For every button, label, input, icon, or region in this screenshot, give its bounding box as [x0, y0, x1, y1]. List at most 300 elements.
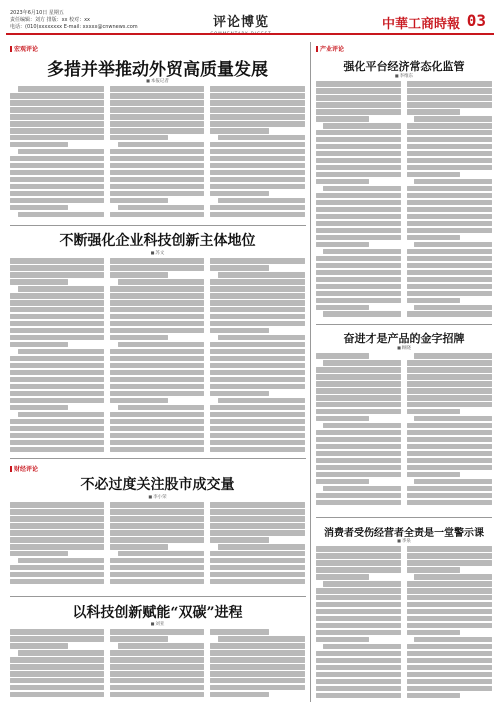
- text-column: [316, 353, 401, 513]
- page-number: 03: [466, 11, 486, 30]
- text-line: [110, 328, 204, 334]
- text-line: [210, 121, 305, 127]
- text-line: [10, 551, 68, 557]
- text-line: [316, 284, 401, 290]
- text-line: [323, 186, 401, 192]
- text-line: [407, 402, 492, 408]
- issue-date: 2023年6月10日 星期五: [10, 10, 64, 16]
- text-line: [110, 440, 204, 446]
- text-line: [414, 353, 492, 359]
- text-line: [10, 184, 104, 190]
- text-line: [110, 272, 168, 278]
- text-line: [316, 395, 401, 401]
- article-separator: [10, 596, 306, 597]
- article-body-stock-volume: [10, 502, 305, 592]
- text-line: [316, 263, 401, 269]
- text-line: [218, 198, 305, 204]
- text-line: [316, 409, 401, 415]
- text-line: [10, 135, 104, 141]
- text-column: [110, 629, 204, 702]
- headline-stock-volume: 不必过度关注股市成交量: [80, 477, 235, 493]
- text-line: [10, 398, 104, 404]
- text-line: [10, 335, 104, 341]
- text-line: [110, 184, 204, 190]
- masthead-info: [10, 10, 160, 31]
- text-line: [10, 114, 104, 120]
- text-line: [316, 630, 401, 636]
- text-line: [323, 360, 401, 366]
- text-line: [407, 367, 492, 373]
- text-line: [10, 198, 104, 204]
- text-line: [110, 198, 168, 204]
- text-line: [210, 293, 305, 299]
- text-line: [407, 172, 460, 178]
- text-line: [110, 398, 168, 404]
- text-column: [407, 353, 492, 513]
- text-line: [414, 179, 492, 185]
- text-line: [316, 616, 401, 622]
- text-line: [316, 81, 401, 87]
- text-line: [316, 479, 369, 485]
- text-line: [316, 679, 401, 685]
- text-line: [316, 686, 401, 692]
- text-line: [10, 516, 104, 522]
- text-line: [210, 447, 305, 453]
- text-line: [10, 579, 104, 585]
- text-line: [210, 664, 305, 670]
- text-line: [110, 177, 204, 183]
- text-line: [10, 565, 104, 571]
- text-line: [210, 412, 305, 418]
- text-line: [323, 249, 401, 255]
- text-line: [18, 86, 104, 92]
- text-line: [407, 546, 492, 552]
- text-line: [316, 353, 369, 359]
- text-line: [110, 447, 204, 453]
- text-line: [316, 172, 401, 178]
- article-separator: [10, 458, 306, 459]
- text-line: [407, 486, 492, 492]
- text-line: [210, 356, 305, 362]
- text-line: [110, 650, 204, 656]
- text-line: [110, 293, 204, 299]
- text-line: [210, 426, 305, 432]
- text-line: [407, 186, 492, 192]
- text-line: [407, 374, 492, 380]
- text-line: [210, 537, 269, 543]
- text-line: [210, 107, 305, 113]
- text-line: [110, 537, 204, 543]
- text-line: [210, 419, 305, 425]
- text-line: [407, 595, 492, 601]
- text-line: [316, 388, 401, 394]
- text-line: [10, 636, 104, 642]
- text-line: [110, 636, 168, 642]
- text-line: [10, 156, 104, 162]
- text-line: [10, 356, 104, 362]
- text-line: [407, 214, 492, 220]
- text-line: [110, 86, 204, 92]
- column-tag-macro: 宏观评论: [10, 44, 38, 53]
- text-line: [210, 300, 305, 306]
- article-separator: [316, 324, 492, 325]
- text-line: [110, 114, 204, 120]
- text-line: [210, 502, 305, 508]
- text-line: [407, 88, 492, 94]
- text-line: [210, 391, 269, 397]
- text-line: [316, 256, 401, 262]
- text-line: [407, 151, 492, 157]
- text-line: [210, 184, 305, 190]
- text-line: [10, 321, 104, 327]
- section-title: 评论博览: [212, 15, 269, 30]
- text-line: [210, 370, 305, 376]
- text-line: [110, 100, 204, 106]
- headline-consumer: 消费者受伤经营者全责是一堂警示课: [324, 528, 484, 539]
- text-line: [218, 335, 305, 341]
- text-line: [210, 286, 305, 292]
- text-line: [407, 270, 492, 276]
- text-line: [10, 692, 104, 698]
- text-line: [210, 212, 305, 218]
- text-line: [316, 381, 401, 387]
- headline-platform-economy: 强化平台经济常态化监管: [343, 60, 465, 73]
- text-line: [323, 423, 401, 429]
- text-line: [10, 363, 104, 369]
- masthead: [6, 6, 494, 34]
- text-line: [118, 342, 204, 348]
- text-line: [10, 544, 104, 550]
- text-line: [316, 458, 401, 464]
- text-line: [210, 579, 305, 585]
- byline-foreign-trade: ■ 本报记者: [10, 78, 305, 84]
- text-line: [10, 572, 104, 578]
- text-column: [316, 546, 401, 702]
- text-line: [316, 451, 401, 457]
- text-line: [10, 377, 104, 383]
- text-line: [10, 509, 104, 515]
- text-line: [407, 458, 492, 464]
- column-tag-industry: 产业评论: [316, 44, 344, 53]
- text-line: [10, 107, 104, 113]
- text-line: [110, 433, 204, 439]
- text-column: [316, 81, 401, 321]
- text-line: [10, 678, 104, 684]
- text-line: [10, 405, 68, 411]
- text-line: [316, 665, 401, 671]
- text-line: [110, 530, 204, 536]
- text-line: [407, 581, 492, 587]
- text-line: [316, 144, 401, 150]
- text-line: [210, 650, 305, 656]
- text-line: [110, 163, 204, 169]
- text-line: [110, 629, 204, 635]
- text-line: [316, 595, 401, 601]
- text-line: [210, 163, 305, 169]
- text-line: [407, 388, 492, 394]
- text-line: [316, 298, 401, 304]
- text-line: [407, 679, 492, 685]
- text-line: [110, 391, 204, 397]
- text-line: [316, 214, 401, 220]
- byline-consumer: ■ 李泉: [316, 538, 492, 544]
- text-line: [407, 651, 492, 657]
- text-line: [10, 671, 104, 677]
- text-line: [407, 588, 492, 594]
- text-line: [316, 567, 401, 573]
- text-line: [10, 314, 104, 320]
- text-line: [407, 360, 492, 366]
- text-line: [10, 447, 104, 453]
- text-line: [110, 307, 204, 313]
- text-line: [210, 342, 305, 348]
- text-line: [407, 465, 492, 471]
- text-line: [316, 493, 401, 499]
- headline-enterprise-innovation: 不断强化企业科技创新主体地位: [59, 233, 256, 249]
- text-line: [316, 130, 401, 136]
- text-line: [210, 572, 305, 578]
- text-line: [210, 321, 305, 327]
- text-line: [316, 116, 369, 122]
- text-line: [316, 207, 401, 213]
- text-line: [316, 137, 401, 143]
- text-line: [414, 242, 492, 248]
- text-line: [18, 149, 104, 155]
- text-line: [110, 128, 204, 134]
- text-line: [407, 228, 492, 234]
- text-line: [10, 177, 104, 183]
- text-line: [407, 472, 460, 478]
- text-line: [110, 523, 204, 529]
- text-line: [110, 657, 204, 663]
- text-line: [316, 270, 401, 276]
- text-line: [407, 130, 492, 136]
- text-line: [110, 356, 204, 362]
- text-line: [407, 395, 492, 401]
- text-line: [10, 685, 104, 691]
- text-line: [110, 377, 204, 383]
- text-line: [110, 93, 204, 99]
- text-line: [210, 258, 305, 264]
- text-line: [210, 363, 305, 369]
- text-line: [407, 658, 492, 664]
- text-line: [18, 558, 104, 564]
- text-line: [210, 440, 305, 446]
- text-line: [407, 693, 460, 699]
- text-line: [110, 363, 204, 369]
- text-line: [316, 430, 401, 436]
- text-line: [110, 212, 204, 218]
- text-line: [110, 135, 168, 141]
- text-line: [110, 314, 204, 320]
- text-line: [407, 423, 492, 429]
- text-line: [110, 349, 204, 355]
- column-divider: [310, 42, 311, 702]
- text-line: [407, 609, 492, 615]
- text-line: [10, 391, 104, 397]
- text-line: [414, 479, 492, 485]
- text-line: [10, 342, 68, 348]
- text-line: [316, 693, 401, 699]
- text-line: [407, 158, 492, 164]
- text-line: [316, 277, 401, 283]
- text-column: [10, 258, 104, 454]
- article-body-foreign-trade: [10, 86, 305, 222]
- text-line: [10, 419, 104, 425]
- text-line: [316, 546, 401, 552]
- byline-dual-carbon: ■ 刘亚: [10, 621, 305, 627]
- text-line: [110, 516, 204, 522]
- text-column: [210, 258, 305, 454]
- text-line: [10, 502, 104, 508]
- text-line: [210, 307, 305, 313]
- text-line: [210, 678, 305, 684]
- text-line: [407, 207, 492, 213]
- text-line: [210, 516, 305, 522]
- text-line: [407, 102, 492, 108]
- text-line: [218, 544, 305, 550]
- text-line: [210, 114, 305, 120]
- text-line: [316, 242, 369, 248]
- text-column: [407, 81, 492, 321]
- article-body-dual-carbon: [10, 629, 305, 702]
- text-line: [316, 193, 401, 199]
- text-column: [110, 258, 204, 454]
- text-line: [210, 671, 305, 677]
- text-line: [316, 651, 401, 657]
- text-line: [316, 200, 401, 206]
- text-line: [407, 644, 492, 650]
- text-line: [210, 156, 305, 162]
- text-line: [407, 623, 492, 629]
- text-line: [110, 419, 204, 425]
- text-line: [210, 530, 305, 536]
- text-line: [18, 650, 104, 656]
- article-body-platform-economy: [316, 81, 492, 321]
- text-line: [110, 286, 204, 292]
- text-line: [210, 149, 305, 155]
- text-line: [210, 509, 305, 515]
- text-line: [407, 567, 460, 573]
- text-line: [210, 177, 305, 183]
- text-line: [110, 321, 204, 327]
- text-line: [323, 123, 401, 129]
- text-line: [210, 100, 305, 106]
- text-line: [316, 235, 401, 241]
- text-line: [110, 671, 204, 677]
- byline-platform-economy: ■ 李维东: [316, 73, 492, 79]
- text-line: [316, 623, 401, 629]
- text-line: [407, 686, 492, 692]
- text-line: [210, 685, 305, 691]
- text-line: [218, 135, 305, 141]
- text-line: [316, 221, 401, 227]
- text-line: [10, 328, 104, 334]
- text-line: [210, 191, 269, 197]
- text-line: [10, 293, 104, 299]
- text-line: [407, 221, 492, 227]
- text-line: [118, 205, 204, 211]
- text-line: [10, 100, 104, 106]
- text-line: [10, 142, 68, 148]
- text-line: [323, 486, 401, 492]
- text-line: [10, 258, 104, 264]
- article-body-enterprise-innovation: [10, 258, 305, 454]
- text-line: [10, 170, 104, 176]
- text-line: [10, 643, 68, 649]
- text-line: [316, 402, 401, 408]
- text-line: [210, 93, 305, 99]
- text-line: [18, 349, 104, 355]
- text-line: [210, 377, 305, 383]
- text-line: [407, 123, 492, 129]
- text-line: [407, 95, 492, 101]
- text-line: [10, 93, 104, 99]
- text-line: [110, 692, 204, 698]
- text-line: [407, 109, 460, 115]
- text-line: [407, 553, 492, 559]
- text-line: [316, 560, 401, 566]
- text-line: [10, 307, 104, 313]
- text-line: [210, 629, 269, 635]
- text-line: [316, 102, 401, 108]
- text-line: [110, 156, 204, 162]
- text-line: [110, 191, 204, 197]
- text-line: [110, 107, 204, 113]
- text-line: [210, 384, 305, 390]
- text-line: [316, 609, 401, 615]
- text-line: [414, 416, 492, 422]
- article-body-quality: [316, 353, 492, 513]
- text-line: [110, 121, 204, 127]
- text-line: [316, 291, 401, 297]
- article-separator: [10, 225, 306, 226]
- text-line: [10, 300, 104, 306]
- article-separator: [316, 517, 492, 518]
- text-line: [407, 193, 492, 199]
- text-line: [10, 523, 104, 529]
- text-line: [110, 685, 204, 691]
- text-line: [110, 509, 204, 515]
- text-line: [10, 272, 104, 278]
- text-line: [316, 179, 369, 185]
- text-line: [110, 678, 204, 684]
- text-line: [316, 109, 401, 115]
- headline-foreign-trade: 多措并举推动外贸高质量发展: [47, 60, 268, 80]
- text-line: [10, 191, 104, 197]
- text-line: [407, 200, 492, 206]
- contact-line: 电话：(010)xxxxxxxx E-mail: xxxxx@cnwnews.com: [10, 24, 138, 30]
- text-line: [407, 284, 492, 290]
- text-line: [218, 272, 305, 278]
- text-line: [407, 437, 492, 443]
- text-line: [110, 502, 204, 508]
- text-line: [210, 86, 305, 92]
- text-line: [407, 451, 492, 457]
- text-line: [407, 430, 492, 436]
- text-line: [210, 128, 269, 134]
- text-line: [316, 553, 401, 559]
- headline-quality: 奋进才是产品的金字招牌: [343, 332, 465, 345]
- text-column: [210, 629, 305, 702]
- text-line: [210, 551, 305, 557]
- text-line: [407, 144, 492, 150]
- text-line: [407, 291, 492, 297]
- column-tag-finance: 财经评论: [10, 464, 38, 473]
- text-line: [414, 637, 492, 643]
- text-line: [407, 277, 492, 283]
- text-line: [316, 444, 401, 450]
